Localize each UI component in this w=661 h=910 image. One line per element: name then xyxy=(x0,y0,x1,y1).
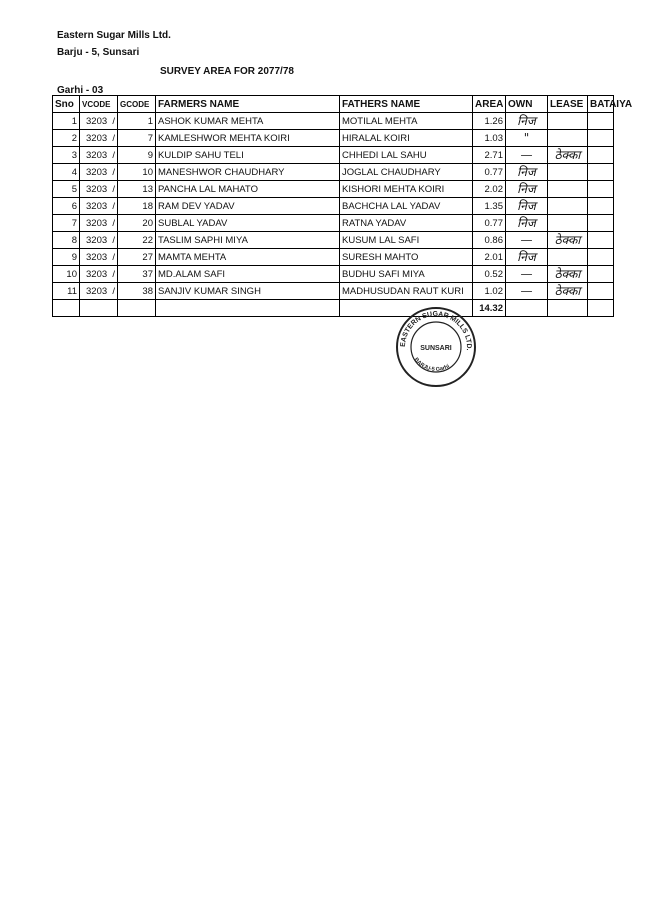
row-farmer-name: KAMLESHWOR MEHTA KOIRI xyxy=(156,130,340,147)
row-farmer-name: PANCHA LAL MAHATO xyxy=(156,181,340,198)
table-row xyxy=(53,283,614,300)
row-own: निज xyxy=(506,215,548,232)
col-father: FATHERS NAME xyxy=(340,96,473,113)
row-vcode: 3203 / xyxy=(80,164,118,181)
row-area: 0.52 xyxy=(473,266,506,283)
row-vcode: 3203 / xyxy=(80,181,118,198)
row-farmer-name: TASLIM SAPHI MIYA xyxy=(156,232,340,249)
row-sno: 9 xyxy=(53,249,80,266)
row-vcode: 3203 / xyxy=(80,113,118,130)
row-lease xyxy=(548,164,588,181)
table-row xyxy=(53,113,614,130)
row-gcode: 10 xyxy=(118,164,156,181)
row-area: 2.71 xyxy=(473,147,506,164)
row-area: 2.01 xyxy=(473,249,506,266)
code-separator: / xyxy=(112,115,115,127)
row-father-name: CHHEDI LAL SAHU xyxy=(340,147,473,164)
code-separator: / xyxy=(112,166,115,178)
row-gcode: 1 xyxy=(118,113,156,130)
row-area: 2.02 xyxy=(473,181,506,198)
row-sno: 11 xyxy=(53,283,80,300)
table-row xyxy=(53,147,614,164)
col-gcode: GCODE xyxy=(118,96,156,113)
total-area: 14.32 xyxy=(473,300,506,317)
row-bataiya xyxy=(588,283,614,300)
col-bataiya: BATAIYA xyxy=(588,96,614,113)
row-vcode: 3203 / xyxy=(80,215,118,232)
code-separator: / xyxy=(112,217,115,229)
row-own: — xyxy=(506,147,548,164)
table-row xyxy=(53,198,614,215)
row-father-name: RATNA YADAV xyxy=(340,215,473,232)
row-sno: 8 xyxy=(53,232,80,249)
row-bataiya xyxy=(588,198,614,215)
survey-table xyxy=(52,95,633,317)
row-vcode: 3203 / xyxy=(80,130,118,147)
row-vcode: 3203 / xyxy=(80,249,118,266)
row-lease xyxy=(548,249,588,266)
row-bataiya xyxy=(588,215,614,232)
row-own: — xyxy=(506,266,548,283)
row-lease: ठेक्का xyxy=(548,266,588,283)
row-father-name: BACHCHA LAL YADAV xyxy=(340,198,473,215)
table-row xyxy=(53,249,614,266)
table-row xyxy=(53,164,614,181)
total-row xyxy=(53,300,614,317)
row-area: 0.86 xyxy=(473,232,506,249)
row-farmer-name: SANJIV KUMAR SINGH xyxy=(156,283,340,300)
row-farmer-name: KULDIP SAHU TELI xyxy=(156,147,340,164)
row-gcode: 18 xyxy=(118,198,156,215)
row-own: निज xyxy=(506,113,548,130)
code-separator: / xyxy=(112,251,115,263)
row-vcode: 3203 / xyxy=(80,232,118,249)
row-father-name: JOGLAL CHAUDHARY xyxy=(340,164,473,181)
row-area: 1.35 xyxy=(473,198,506,215)
company-name: Eastern Sugar Mills Ltd. xyxy=(57,30,171,41)
row-lease xyxy=(548,130,588,147)
row-own: निज xyxy=(506,164,548,181)
col-farmer: FARMERS NAME xyxy=(156,96,340,113)
col-lease: LEASE xyxy=(548,96,588,113)
row-bataiya xyxy=(588,164,614,181)
row-lease: ठेक्का xyxy=(548,147,588,164)
row-own: " xyxy=(506,130,548,147)
row-own: निज xyxy=(506,249,548,266)
row-own: — xyxy=(506,283,548,300)
code-separator: / xyxy=(112,132,115,144)
row-sno: 1 xyxy=(53,113,80,130)
row-sno: 7 xyxy=(53,215,80,232)
row-gcode: 13 xyxy=(118,181,156,198)
row-lease xyxy=(548,181,588,198)
row-area: 0.77 xyxy=(473,164,506,181)
row-sno: 3 xyxy=(53,147,80,164)
row-lease xyxy=(548,215,588,232)
row-bataiya xyxy=(588,266,614,283)
row-bataiya xyxy=(588,130,614,147)
row-vcode: 3203 / xyxy=(80,266,118,283)
row-bataiya xyxy=(588,113,614,130)
row-area: 0.77 xyxy=(473,215,506,232)
row-gcode: 7 xyxy=(118,130,156,147)
table-row xyxy=(53,215,614,232)
garhi-label: Garhi - 03 xyxy=(57,85,104,96)
table-row xyxy=(53,181,614,198)
row-father-name: BUDHU SAFI MIYA xyxy=(340,266,473,283)
row-farmer-name: MD.ALAM SAFI xyxy=(156,266,340,283)
row-farmer-name: RAM DEV YADAV xyxy=(156,198,340,215)
row-bataiya xyxy=(588,147,614,164)
row-area: 1.26 xyxy=(473,113,506,130)
row-gcode: 20 xyxy=(118,215,156,232)
row-lease: ठेक्का xyxy=(548,232,588,249)
row-sno: 2 xyxy=(53,130,80,147)
row-father-name: MADHUSUDAN RAUT KURI xyxy=(340,283,473,300)
row-father-name: SURESH MAHTO xyxy=(340,249,473,266)
code-separator: / xyxy=(112,234,115,246)
row-gcode: 22 xyxy=(118,232,156,249)
row-area: 1.02 xyxy=(473,283,506,300)
table-row xyxy=(53,232,614,249)
row-farmer-name: MAMTA MEHTA xyxy=(156,249,340,266)
code-separator: / xyxy=(112,149,115,161)
company-seal-stamp xyxy=(395,306,477,388)
row-farmer-name: SUBLAL YADAV xyxy=(156,215,340,232)
code-separator: / xyxy=(112,200,115,212)
row-area: 1.03 xyxy=(473,130,506,147)
col-vcode: VCODE xyxy=(80,96,118,113)
col-sno: Sno xyxy=(53,96,80,113)
row-lease xyxy=(548,113,588,130)
row-father-name: HIRALAL KOIRI xyxy=(340,130,473,147)
row-lease xyxy=(548,198,588,215)
company-address: Barju - 5, Sunsari xyxy=(57,47,140,58)
row-gcode: 9 xyxy=(118,147,156,164)
stamp-bottom-text: BARJU-5 Garhi xyxy=(412,356,451,373)
row-bataiya xyxy=(588,232,614,249)
row-gcode: 37 xyxy=(118,266,156,283)
row-own: निज xyxy=(506,198,548,215)
code-separator: / xyxy=(112,183,115,195)
stamp-center-text: SUNSARI xyxy=(420,345,452,352)
row-gcode: 38 xyxy=(118,283,156,300)
row-sno: 4 xyxy=(53,164,80,181)
row-father-name: KUSUM LAL SAFI xyxy=(340,232,473,249)
row-farmer-name: MANESHWOR CHAUDHARY xyxy=(156,164,340,181)
row-sno: 10 xyxy=(53,266,80,283)
row-own: — xyxy=(506,232,548,249)
row-father-name: MOTILAL MEHTA xyxy=(340,113,473,130)
survey-title: SURVEY AREA FOR 2077/78 xyxy=(160,66,294,77)
code-separator: / xyxy=(112,268,115,280)
stamp-ring-text: EASTERN SUGAR MILLS LTD. xyxy=(399,310,473,351)
row-sno: 6 xyxy=(53,198,80,215)
row-sno: 5 xyxy=(53,181,80,198)
table-header-row xyxy=(53,96,614,113)
row-father-name: KISHORI MEHTA KOIRI xyxy=(340,181,473,198)
row-gcode: 27 xyxy=(118,249,156,266)
col-own: OWN xyxy=(506,96,548,113)
row-vcode: 3203 / xyxy=(80,198,118,215)
table-row xyxy=(53,266,614,283)
row-farmer-name: ASHOK KUMAR MEHTA xyxy=(156,113,340,130)
row-bataiya xyxy=(588,249,614,266)
row-vcode: 3203 / xyxy=(80,283,118,300)
code-separator: / xyxy=(112,285,115,297)
row-bataiya xyxy=(588,181,614,198)
row-own: निज xyxy=(506,181,548,198)
row-lease: ठेक्का xyxy=(548,283,588,300)
table-row xyxy=(53,130,614,147)
row-vcode: 3203 / xyxy=(80,147,118,164)
col-area: AREA xyxy=(473,96,506,113)
